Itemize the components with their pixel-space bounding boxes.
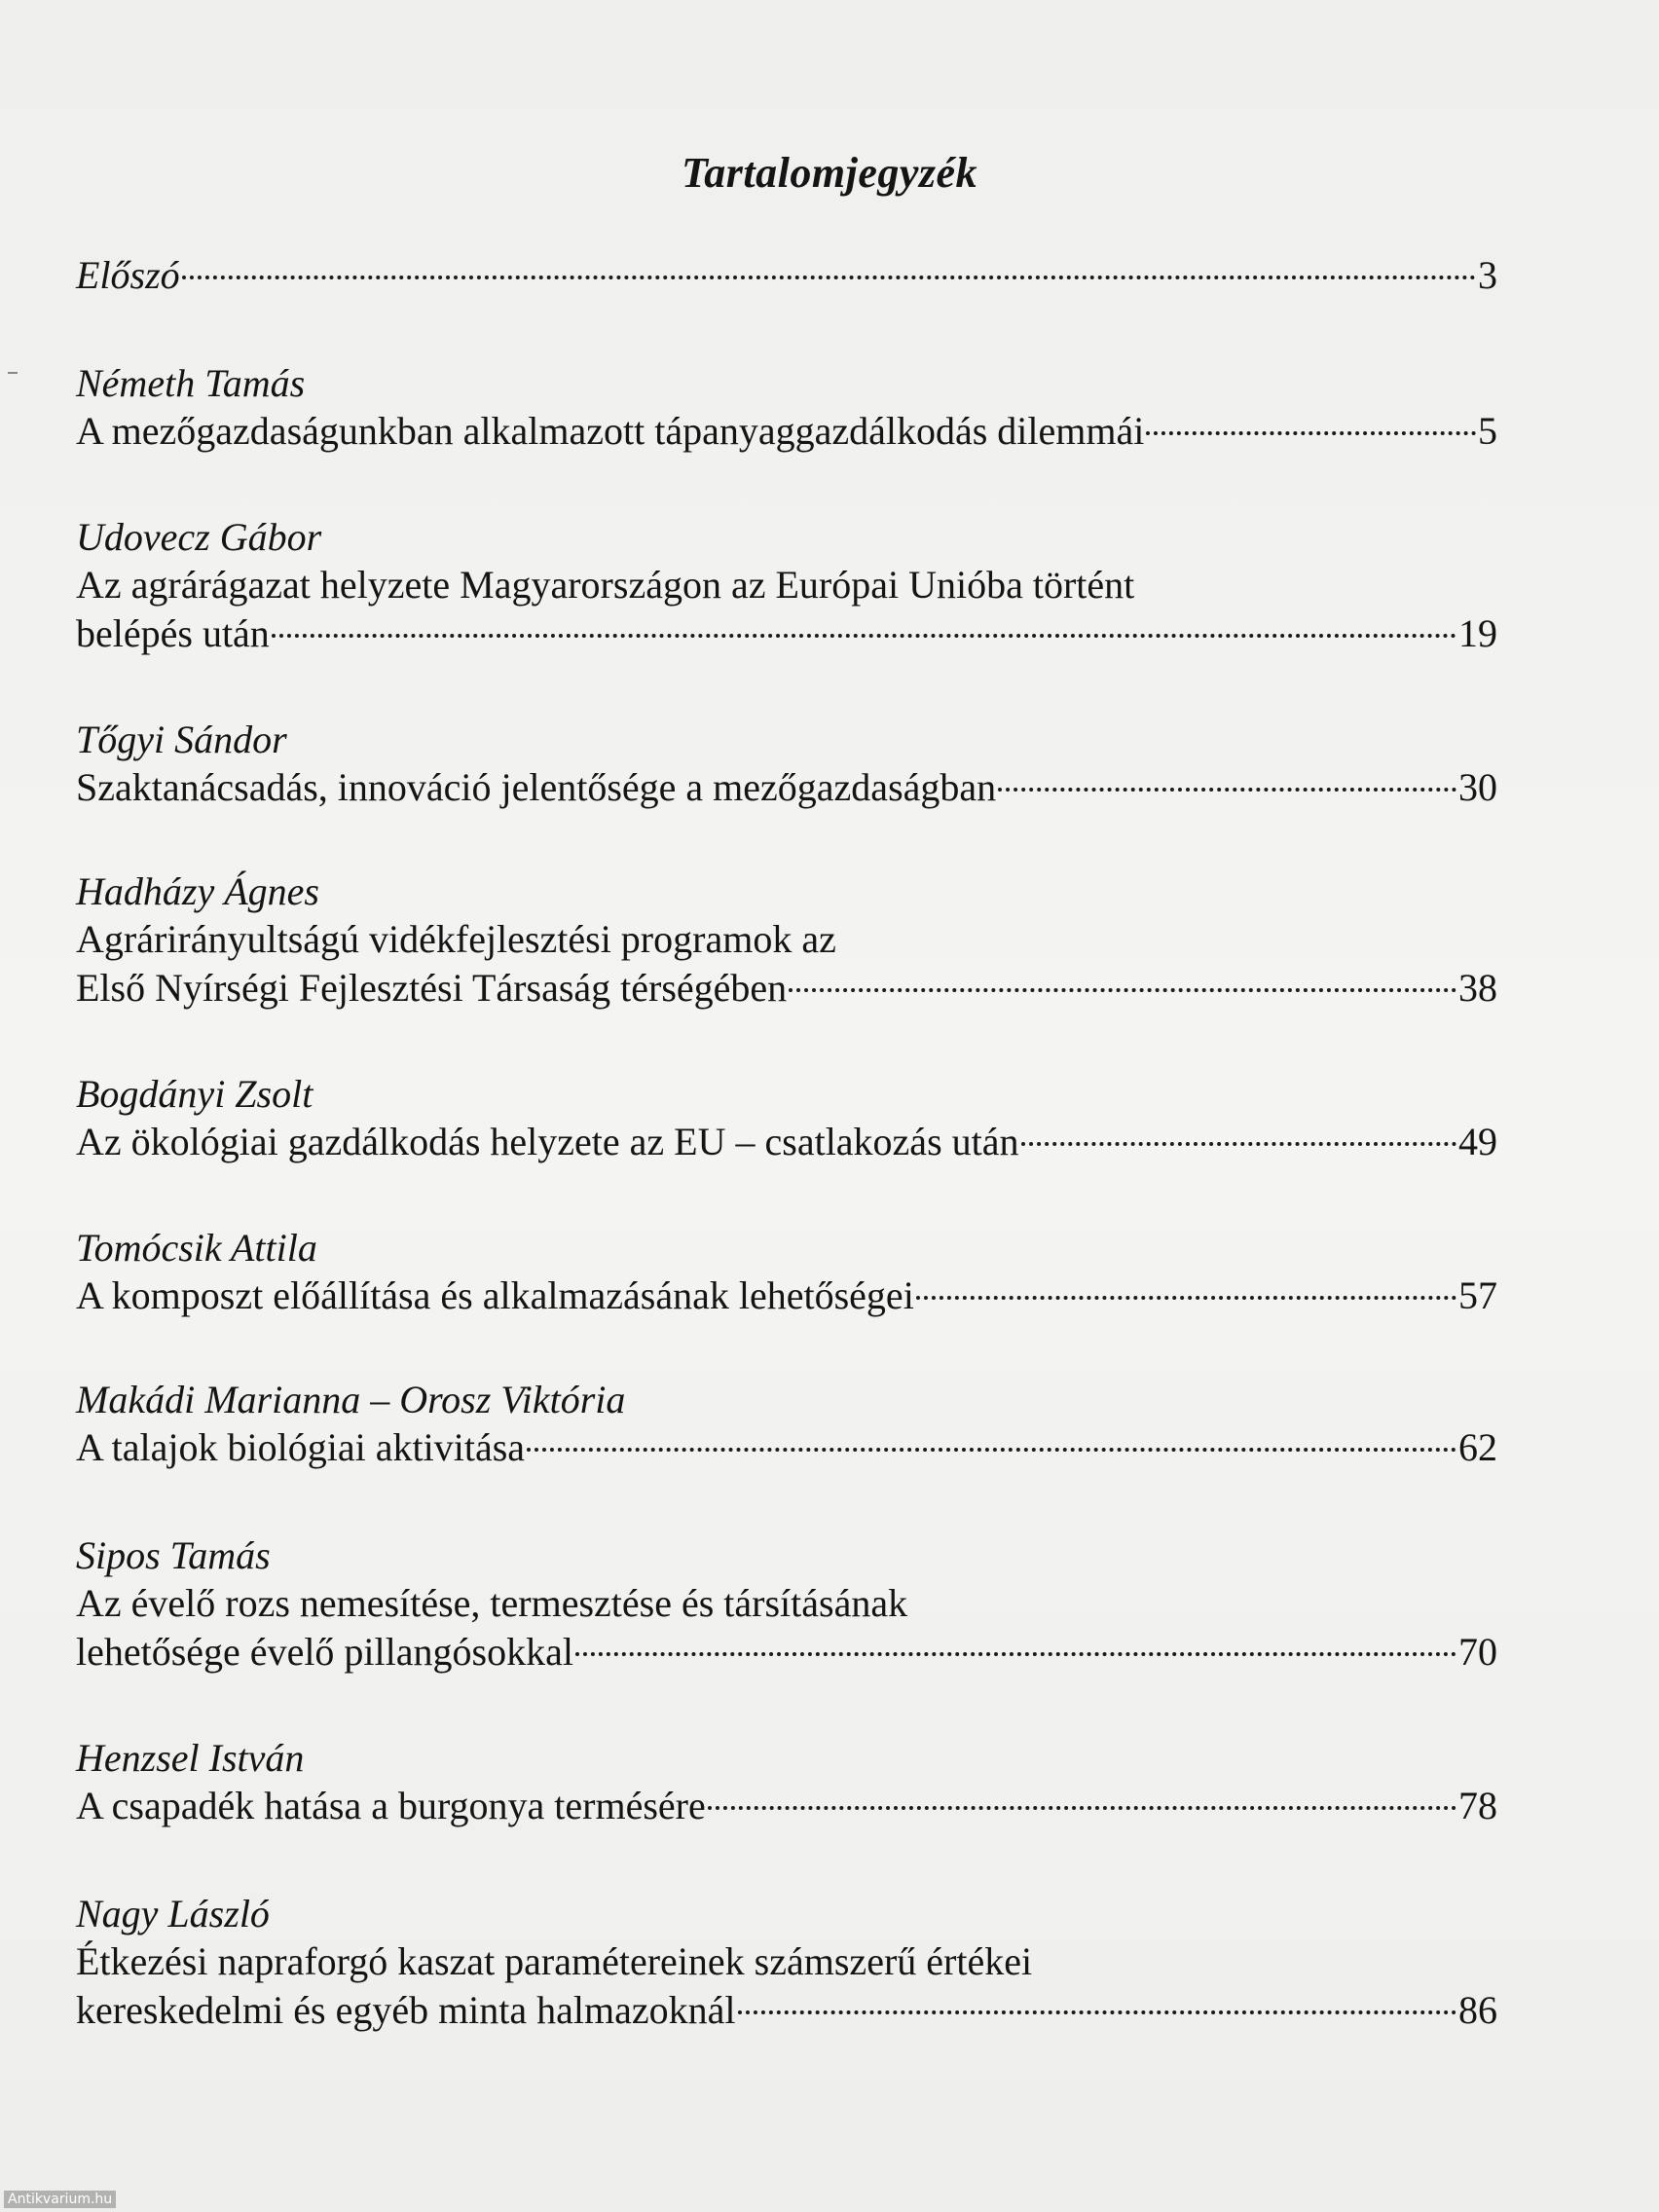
page-number: 49 xyxy=(1458,1120,1497,1163)
entry-author: Tomócsik Attila xyxy=(76,1226,317,1270)
toc-line xyxy=(76,1118,1497,1166)
toc-line xyxy=(76,407,1497,456)
entry-title: Az agrárágazat helyzete Magyarországon az Európai Unióba történt xyxy=(76,563,1135,607)
toc-line xyxy=(76,964,1497,1013)
toc-line xyxy=(76,1782,1497,1830)
dot-leader xyxy=(1146,431,1476,435)
entry-author: Udovecz Gábor xyxy=(76,515,322,559)
entry-title: A komposzt előállítása és alkalmazásának lehetőségei xyxy=(76,1273,914,1317)
entry-title: A talajok biológiai aktivitása xyxy=(76,1425,526,1469)
toc-foreword xyxy=(76,251,1497,300)
toc-line xyxy=(76,609,1497,658)
page-number: 30 xyxy=(1458,765,1497,809)
page-number: 38 xyxy=(1458,966,1497,1010)
entry-author: Sipos Tamás xyxy=(76,1533,271,1577)
entry-author: Makádi Marianna – Orosz Viktória xyxy=(76,1378,626,1421)
page-title: Tartalomjegyzék xyxy=(681,149,978,197)
entry-title-cont: belépés után xyxy=(76,611,270,655)
toc-line xyxy=(76,1272,1497,1320)
entry-title-cont: kereskedelmi és egyéb minta halmazoknál xyxy=(76,1988,736,2032)
dot-leader xyxy=(272,634,1456,638)
entry-author: Henzsel István xyxy=(76,1736,305,1780)
entry-author: Hadházy Ágnes xyxy=(76,869,319,913)
dot-leader xyxy=(916,1296,1456,1300)
toc-line xyxy=(76,1628,1497,1677)
dot-leader xyxy=(738,2010,1456,2014)
page-number: 86 xyxy=(1458,1988,1497,2032)
toc-line xyxy=(76,1423,1497,1472)
entry-title: A csapadék hatása a burgonya termésére xyxy=(76,1784,706,1827)
toc-entry xyxy=(76,1735,1497,1830)
entry-title: Agrárirányultságú vidékfejlesztési programok az xyxy=(76,917,836,961)
toc-line xyxy=(76,915,1497,964)
entry-title-cont: Első Nyírségi Fejlesztési Társaság térségében xyxy=(76,966,788,1010)
toc-line xyxy=(76,763,1497,812)
toc-entry xyxy=(76,514,1497,658)
toc-entry xyxy=(76,717,1497,812)
page-number: 5 xyxy=(1478,409,1497,453)
margin-mark xyxy=(8,372,18,374)
dot-leader xyxy=(789,988,1456,992)
entry-title: Az évelő rozs nemesítése, termesztése és társításának xyxy=(76,1581,908,1625)
entry-title: Az ökológiai gazdálkodás helyzete az EU – csatlakozás után xyxy=(76,1120,1019,1163)
entry-title: Szaktanácsadás, innováció jelentősége a mezőgazdaságban xyxy=(76,765,997,809)
page-number: 62 xyxy=(1458,1425,1497,1469)
entry-author: Tőgyi Sándor xyxy=(76,718,287,761)
page-number: 3 xyxy=(1478,253,1497,297)
toc-line xyxy=(76,1986,1497,2035)
dot-leader xyxy=(708,1806,1456,1810)
toc-entry xyxy=(76,1891,1497,2035)
entry-title-cont: lehetősége évelő pillangósokkal xyxy=(76,1630,573,1674)
toc-entry xyxy=(76,1377,1497,1472)
toc-line xyxy=(76,561,1497,609)
foreword-label: Előszó xyxy=(76,253,180,297)
entry-title: Étkezési napraforgó kaszat paramétereinek számszerű értékei xyxy=(76,1939,1033,1983)
dot-leader xyxy=(1021,1142,1457,1146)
toc-entry xyxy=(76,1225,1497,1320)
toc-entry xyxy=(76,1532,1497,1677)
entry-title: A mezőgazdaságunkban alkalmazott tápanyaggazdálkodás dilemmái xyxy=(76,409,1145,453)
toc-entry xyxy=(76,360,1497,456)
dot-leader xyxy=(527,1448,1456,1452)
page-number: 70 xyxy=(1458,1630,1497,1674)
entry-author: Németh Tamás xyxy=(76,361,306,405)
toc-entry xyxy=(76,868,1497,1013)
dot-leader xyxy=(998,788,1456,792)
page-number: 19 xyxy=(1458,611,1497,655)
watermark: Antikvarium.hu xyxy=(4,2191,116,2208)
toc-entry xyxy=(76,1071,1497,1166)
toc-line xyxy=(76,251,1497,300)
toc-line xyxy=(76,1579,1497,1628)
toc-line xyxy=(76,1937,1497,1986)
entry-author: Bogdányi Zsolt xyxy=(76,1072,313,1116)
page-number: 78 xyxy=(1458,1784,1497,1827)
dot-leader xyxy=(575,1652,1456,1656)
dot-leader xyxy=(182,276,1476,279)
entry-author: Nagy László xyxy=(76,1892,270,1936)
page-number: 57 xyxy=(1458,1273,1497,1317)
